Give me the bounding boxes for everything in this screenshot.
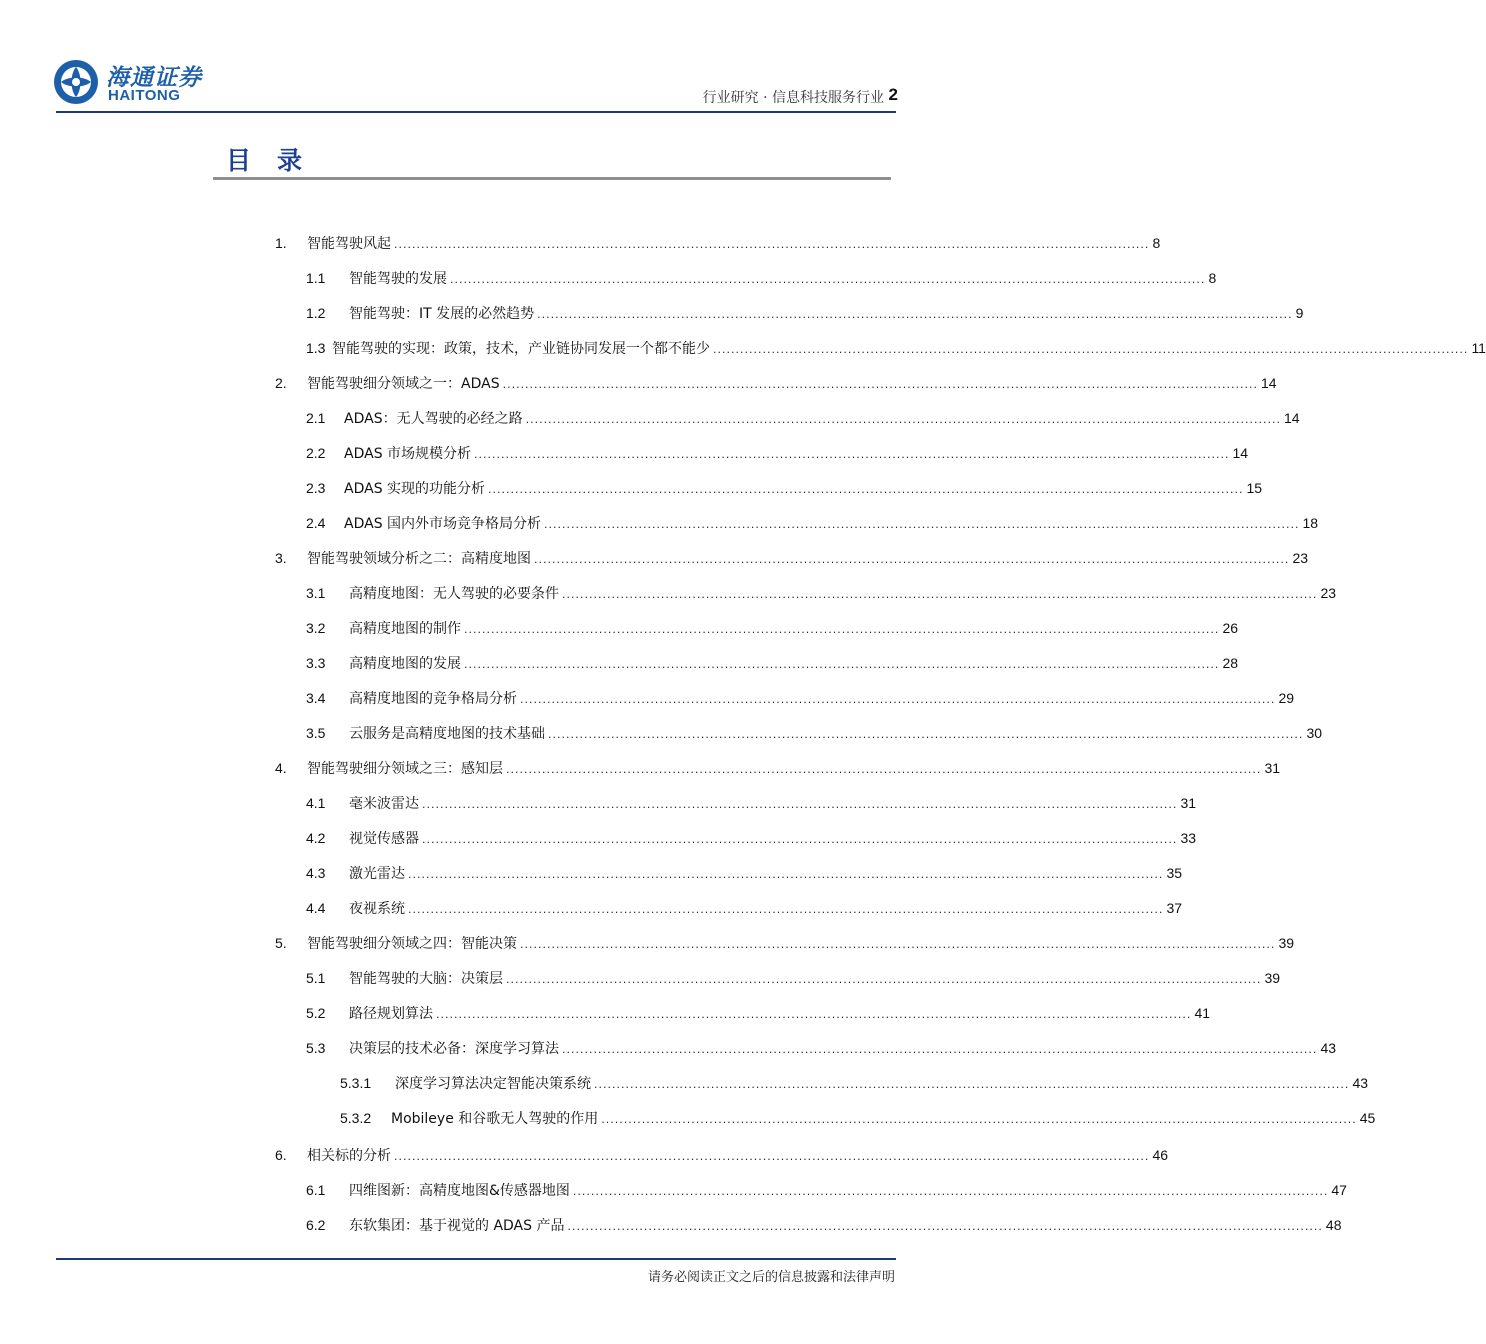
toc-entry-page: 48: [1325, 1217, 1342, 1233]
toc-entry-number: 2.3: [306, 480, 326, 496]
toc-entry-title: 深度学习算法决定智能决策系统: [395, 1076, 591, 1092]
toc-entry-title: ADAS 实现的功能分析: [344, 481, 486, 497]
toc-entry-number: 4.4: [306, 900, 326, 916]
toc-entry-page: 46: [1152, 1147, 1169, 1163]
toc-entry[interactable]: [275, 373, 1277, 395]
toc-leader-dots: ........................................................................................................................................................................: [572, 1185, 1329, 1198]
toc-entry-number: 5.3.1: [340, 1075, 372, 1091]
toc-leader-dots: ........................................................................................................................................................................: [488, 483, 1244, 496]
toc-entry[interactable]: [306, 338, 1486, 360]
toc-entry-page: 18: [1302, 515, 1319, 531]
toc-entry-title: 智能驾驶细分领域之四：智能决策: [307, 936, 517, 952]
toc-entry[interactable]: [306, 513, 1319, 535]
toc-entry-title: 智能驾驶的大脑：决策层: [349, 971, 503, 987]
toc-entry-page: 14: [1232, 445, 1249, 461]
toc-leader-dots: ........................................................................................................................................................................: [713, 343, 1469, 356]
toc-entry-number: 5.3.2: [340, 1110, 372, 1126]
toc-entry-page: 14: [1261, 375, 1277, 391]
toc-leader-dots: ........................................................................................................................................................................: [450, 273, 1206, 286]
toc-entry-number: 3.: [275, 550, 287, 566]
toc-entry-title: 智能驾驶细分领域之三：感知层: [307, 761, 503, 777]
toc-entry-title: 智能驾驶：IT 发展的必然趋势: [349, 306, 535, 322]
toc-leader-dots: ........................................................................................................................................................................: [537, 308, 1293, 321]
toc-entry-title: 决策层的技术必备：深度学习算法: [349, 1041, 559, 1057]
toc-entry-title: 高精度地图：无人驾驶的必要条件: [349, 586, 559, 602]
toc-entry[interactable]: [306, 268, 1217, 290]
toc-entry-title: 智能驾驶的发展: [349, 271, 447, 287]
footer-divider: [56, 1258, 896, 1260]
toc-entry-number: 1.2: [306, 305, 326, 321]
toc-entry[interactable]: [306, 618, 1239, 640]
toc-entry-page: 39: [1264, 970, 1281, 986]
toc-leader-dots: ........................................................................................................................................................................: [520, 693, 1276, 706]
toc-entry-page: 26: [1222, 620, 1239, 636]
toc-entry-number: 3.3: [306, 655, 326, 671]
toc-entry-number: 2.1: [306, 410, 326, 426]
toc-entry-page: 43: [1352, 1075, 1369, 1091]
toc-entry-page: 8: [1208, 270, 1217, 286]
toc-entry-page: 41: [1194, 1005, 1211, 1021]
toc-entry-number: 5.2: [306, 1005, 326, 1021]
toc-entry[interactable]: [306, 303, 1304, 325]
toc-entry[interactable]: [306, 1215, 1342, 1237]
toc-entry-number: 1.3: [306, 340, 326, 356]
toc-leader-dots: ........................................................................................................................................................................: [394, 238, 1150, 251]
toc-entry-page: 39: [1278, 935, 1295, 951]
logo-chinese-name: 海通证券: [106, 64, 202, 91]
toc-entry-title: 视觉传感器: [349, 831, 419, 847]
toc-entry-title: 高精度地图的发展: [349, 656, 461, 672]
toc-entry[interactable]: [306, 1038, 1337, 1060]
toc-entry-page: 23: [1320, 585, 1337, 601]
toc-entry-page: 23: [1292, 550, 1309, 566]
toc-entry-number: 6.1: [306, 1182, 326, 1198]
toc-entry-number: 4.3: [306, 865, 326, 881]
toc-entry[interactable]: [275, 758, 1281, 780]
toc-leader-dots: ........................................................................................................................................................................: [525, 413, 1282, 426]
toc-entry-page: 8: [1152, 235, 1161, 251]
toc-leader-dots: ........................................................................................................................................................................: [534, 553, 1290, 566]
toc-entry-page: 37: [1166, 900, 1183, 916]
toc-entry-number: 3.4: [306, 690, 326, 706]
logo-english-name: HAITONG: [108, 87, 181, 104]
toc-entry[interactable]: [306, 828, 1197, 850]
toc-leader-dots: ........................................................................................................................................................................: [562, 588, 1318, 601]
toc-entry-number: 3.2: [306, 620, 326, 636]
toc-entry-page: 30: [1306, 725, 1323, 741]
toc-entry-title: ADAS 市场规模分析: [344, 446, 472, 462]
toc-leader-dots: ........................................................................................................................................................................: [506, 973, 1262, 986]
toc-entry[interactable]: [275, 933, 1295, 955]
toc-entry-page: 33: [1180, 830, 1197, 846]
footer-disclaimer: 请务必阅读正文之后的信息披露和法律声明: [647, 1270, 895, 1285]
toc-entry[interactable]: [306, 478, 1263, 500]
toc-entry-number: 4.: [275, 760, 287, 776]
toc-entry-number: 2.2: [306, 445, 326, 461]
toc-entry-number: 2.4: [306, 515, 326, 531]
toc-entry-title: 智能驾驶细分领域之一：ADAS: [307, 376, 500, 392]
toc-leader-dots: ........................................................................................................................................................................: [520, 938, 1276, 951]
toc-leader-dots: ........................................................................................................................................................................: [544, 518, 1300, 531]
toc-entry[interactable]: [306, 443, 1249, 465]
toc-entry-number: 3.5: [306, 725, 326, 741]
toc-leader-dots: ........................................................................................................................................................................: [464, 658, 1220, 671]
toc-entry-title: 智能驾驶风起: [307, 236, 391, 252]
toc-entry-title: 智能驾驶的实现：政策，技术，产业链协同发展一个都不能少: [332, 341, 710, 357]
toc-entry-number: 5.: [275, 935, 287, 951]
toc-entry[interactable]: [306, 968, 1281, 990]
toc-entry-number: 5.1: [306, 970, 326, 986]
toc-entry[interactable]: [275, 1145, 1169, 1167]
toc-entry-title: 毫米波雷达: [349, 796, 419, 812]
toc-entry[interactable]: [306, 408, 1300, 430]
toc-entry-page: 28: [1222, 655, 1239, 671]
toc-leader-dots: ........................................................................................................................................................................: [422, 798, 1178, 811]
toc-entry-number: 1.1: [306, 270, 326, 286]
toc-entry-number: 1.: [275, 235, 287, 251]
toc-entry-page: 45: [1359, 1110, 1376, 1126]
toc-entry[interactable]: [306, 793, 1197, 815]
toc-entry-title: 夜视系统: [349, 901, 405, 917]
toc-entry[interactable]: [306, 863, 1183, 885]
toc-leader-dots: ........................................................................................................................................................................: [548, 728, 1304, 741]
toc-entry-title: 激光雷达: [349, 866, 405, 882]
toc-entry-title: 高精度地图的制作: [349, 621, 461, 637]
toc-leader-dots: ........................................................................................................................................................................: [464, 623, 1220, 636]
toc-entry-number: 2.: [275, 375, 287, 391]
toc-entry[interactable]: [306, 653, 1239, 675]
header-section-label: 行业研究 · 信息科技服务行业: [702, 90, 884, 106]
toc-title: 目录: [226, 146, 329, 175]
toc-entry-number: 4.1: [306, 795, 326, 811]
toc-entry-title: 四维图新：高精度地图&传感器地图: [349, 1183, 570, 1199]
toc-entry-title: 云服务是高精度地图的技术基础: [349, 726, 545, 742]
toc-entry-title: ADAS：无人驾驶的必经之路: [344, 411, 523, 427]
toc-entry[interactable]: [306, 583, 1337, 605]
toc-entry-number: 6.: [275, 1147, 287, 1163]
toc-entry-title: ADAS 国内外市场竞争格局分析: [344, 516, 542, 532]
toc-leader-dots: ........................................................................................................................................................................: [408, 903, 1164, 916]
page-number: 2: [888, 85, 898, 104]
toc-entry-title: 东软集团：基于视觉的 ADAS 产品: [349, 1218, 565, 1234]
toc-leader-dots: ........................................................................................................................................................................: [394, 1150, 1150, 1163]
toc-leader-dots: ........................................................................................................................................................................: [594, 1078, 1350, 1091]
toc-entry-page: 9: [1295, 305, 1304, 321]
toc-entry-title: 智能驾驶领域分析之二：高精度地图: [307, 551, 531, 567]
toc-entry[interactable]: [306, 723, 1323, 745]
toc-leader-dots: ........................................................................................................................................................................: [567, 1220, 1323, 1233]
toc-leader-dots: ........................................................................................................................................................................: [474, 448, 1230, 461]
toc-leader-dots: ........................................................................................................................................................................: [408, 868, 1164, 881]
toc-entry-page: 15: [1246, 480, 1263, 496]
toc-entry-title: Mobileye 和谷歌无人驾驶的作用: [391, 1111, 599, 1127]
toc-entry[interactable]: [306, 898, 1183, 920]
toc-entry-page: 11: [1471, 340, 1486, 356]
toc-entry-number: 4.2: [306, 830, 326, 846]
toc-leader-dots: ........................................................................................................................................................................: [502, 378, 1259, 391]
toc-entry-page: 14: [1284, 410, 1300, 426]
toc-entry-title: 相关标的分析: [307, 1148, 391, 1164]
toc-entry[interactable]: [306, 688, 1295, 710]
toc-entry[interactable]: [306, 1180, 1347, 1202]
toc-entry-page: 43: [1320, 1040, 1337, 1056]
toc-leader-dots: ........................................................................................................................................................................: [436, 1008, 1192, 1021]
toc-entry-number: 5.3: [306, 1040, 326, 1056]
toc-entry-title: 高精度地图的竞争格局分析: [349, 691, 517, 707]
toc-entry[interactable]: [306, 1003, 1211, 1025]
toc-entry[interactable]: [340, 1108, 1376, 1130]
toc-entry-number: 3.1: [306, 585, 326, 601]
toc-entry-page: 35: [1166, 865, 1183, 881]
toc-leader-dots: ........................................................................................................................................................................: [601, 1113, 1357, 1126]
toc-leader-dots: ........................................................................................................................................................................: [422, 833, 1178, 846]
toc-entry[interactable]: [275, 233, 1161, 255]
toc-entry-number: 6.2: [306, 1217, 326, 1233]
toc-entry-page: 31: [1264, 760, 1281, 776]
toc-entry[interactable]: [340, 1073, 1369, 1095]
toc-entry[interactable]: [275, 548, 1309, 570]
toc-leader-dots: ........................................................................................................................................................................: [506, 763, 1262, 776]
toc-entry-page: 29: [1278, 690, 1295, 706]
toc-entry-title: 路径规划算法: [349, 1006, 433, 1022]
toc-entry-page: 47: [1331, 1182, 1347, 1198]
toc-leader-dots: ........................................................................................................................................................................: [562, 1043, 1318, 1056]
toc-entry-page: 31: [1180, 795, 1197, 811]
